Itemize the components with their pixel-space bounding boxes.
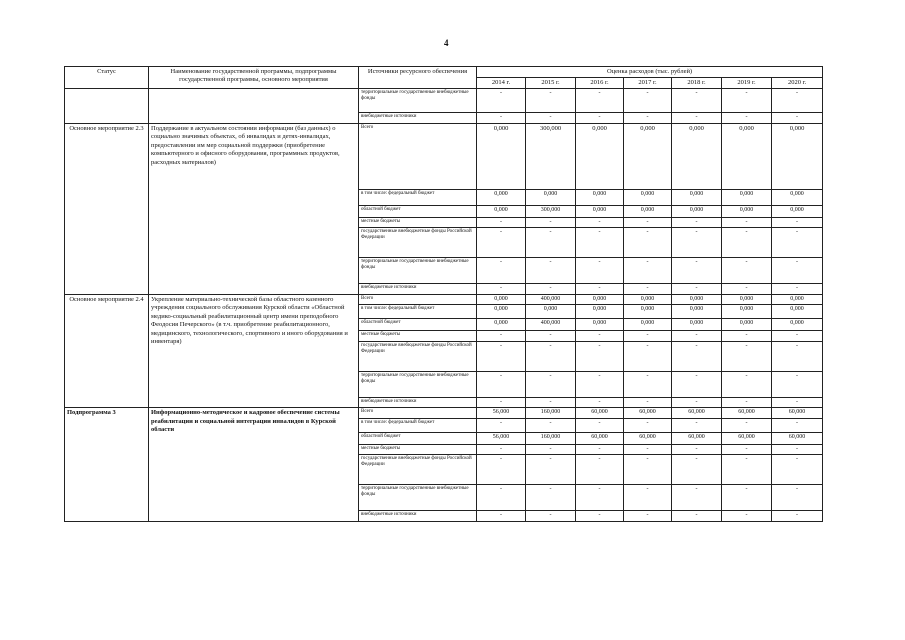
expense-value: - xyxy=(722,455,772,485)
expense-value: - xyxy=(477,418,526,432)
expense-value: - xyxy=(477,511,526,522)
expense-value: - xyxy=(722,217,772,228)
expense-value: 0,000 xyxy=(672,319,722,331)
expense-value: 0,000 xyxy=(772,294,823,305)
expense-value: - xyxy=(477,397,526,408)
funding-source: территориальные государственные внебюджетные фонды xyxy=(359,258,477,284)
expense-value: - xyxy=(526,258,576,284)
expense-value: - xyxy=(576,455,624,485)
expense-value: 60,000 xyxy=(672,432,722,444)
expense-value: - xyxy=(772,455,823,485)
expense-value: - xyxy=(672,485,722,511)
funding-source: Всего xyxy=(359,408,477,419)
header-year: 2015 г. xyxy=(526,78,576,89)
expense-value: - xyxy=(772,113,823,124)
funding-source: государственные внебюджетные фонды Российской Федерации xyxy=(359,455,477,485)
expense-value: - xyxy=(722,397,772,408)
expense-value: - xyxy=(672,371,722,397)
expense-value: - xyxy=(576,228,624,258)
expense-value: 0,000 xyxy=(576,123,624,189)
expense-value: - xyxy=(722,258,772,284)
expense-value: - xyxy=(526,284,576,295)
row-program-name: Информационно-методическое и кадровое обеспечение системы реабилитации и социальной интеграции инвалидов в Курской области xyxy=(149,408,359,522)
header-source: Источники ресурсного обеспечения xyxy=(359,67,477,89)
expense-value: - xyxy=(672,444,722,455)
expense-value: 400,000 xyxy=(526,294,576,305)
funding-source: территориальные государственные внебюджетные фонды xyxy=(359,485,477,511)
expense-value: - xyxy=(526,371,576,397)
expense-value: 0,000 xyxy=(624,205,672,217)
header-estimate: Оценка расходов (тыс. рублей) xyxy=(477,67,823,78)
expense-value: - xyxy=(624,371,672,397)
header-year: 2016 г. xyxy=(576,78,624,89)
expense-value: - xyxy=(576,217,624,228)
expense-value: - xyxy=(722,113,772,124)
expense-value: 0,000 xyxy=(576,205,624,217)
expense-value: 0,000 xyxy=(772,189,823,205)
funding-source: областной бюджет xyxy=(359,432,477,444)
expense-value: - xyxy=(477,371,526,397)
expense-value: - xyxy=(722,89,772,113)
funding-source: внебюджетные источники xyxy=(359,511,477,522)
expense-value: 0,000 xyxy=(722,319,772,331)
expense-value: - xyxy=(672,511,722,522)
expense-value: 60,000 xyxy=(672,408,722,419)
row-status: Основное мероприятие 2.3 xyxy=(65,123,149,294)
expense-value: 300,000 xyxy=(526,123,576,189)
expense-value: 160,000 xyxy=(526,408,576,419)
expense-value: 60,000 xyxy=(772,408,823,419)
row-status xyxy=(65,89,149,124)
expense-value: - xyxy=(576,113,624,124)
funding-source: территориальные государственные внебюджетные фонды xyxy=(359,89,477,113)
expense-value: - xyxy=(672,418,722,432)
expense-value: 0,000 xyxy=(722,305,772,319)
expense-value: - xyxy=(576,511,624,522)
expense-value: 0,000 xyxy=(672,294,722,305)
table-body xyxy=(65,89,823,522)
expense-value: - xyxy=(624,228,672,258)
expense-value: 0,000 xyxy=(624,189,672,205)
expense-value: - xyxy=(477,228,526,258)
expense-value: 0,000 xyxy=(772,319,823,331)
expense-value: 60,000 xyxy=(576,432,624,444)
expense-value: 0,000 xyxy=(624,294,672,305)
row-status: Основное мероприятие 2.4 xyxy=(65,294,149,408)
header-year: 2017 г. xyxy=(624,78,672,89)
expense-value: - xyxy=(576,371,624,397)
expense-value: 0,000 xyxy=(722,189,772,205)
expense-value: 0,000 xyxy=(672,123,722,189)
expense-value: - xyxy=(477,217,526,228)
expense-value: - xyxy=(722,418,772,432)
funding-source: государственные внебюджетные фонды Российской Федерации xyxy=(359,341,477,371)
expense-value: 60,000 xyxy=(722,432,772,444)
expense-value: - xyxy=(772,217,823,228)
expense-value: - xyxy=(576,284,624,295)
expense-value: - xyxy=(722,444,772,455)
expense-value: 0,000 xyxy=(624,305,672,319)
expense-value: - xyxy=(477,284,526,295)
expense-value: 0,000 xyxy=(722,205,772,217)
expense-value: - xyxy=(672,217,722,228)
funding-source: Всего xyxy=(359,294,477,305)
expense-value: 0,000 xyxy=(576,294,624,305)
expense-value: - xyxy=(722,485,772,511)
expense-value: - xyxy=(672,397,722,408)
expense-value: 0,000 xyxy=(672,305,722,319)
header-year: 2014 г. xyxy=(477,78,526,89)
expense-value: 60,000 xyxy=(772,432,823,444)
funding-source: в том числе: федеральный бюджет xyxy=(359,418,477,432)
expense-value: - xyxy=(672,455,722,485)
expense-value: - xyxy=(477,455,526,485)
expense-value: - xyxy=(672,113,722,124)
expense-value: 56,000 xyxy=(477,432,526,444)
expense-value: 0,000 xyxy=(477,189,526,205)
funding-source: местные бюджеты xyxy=(359,331,477,342)
expense-value: 0,000 xyxy=(477,294,526,305)
expense-value: 60,000 xyxy=(722,408,772,419)
header-status: Статус xyxy=(65,67,149,89)
expense-value: 300,000 xyxy=(526,205,576,217)
expense-value: - xyxy=(477,89,526,113)
expense-value: - xyxy=(624,444,672,455)
expense-value: 160,000 xyxy=(526,432,576,444)
expense-value: - xyxy=(672,228,722,258)
expense-value: 0,000 xyxy=(477,123,526,189)
expense-value: - xyxy=(526,397,576,408)
expense-value: - xyxy=(477,258,526,284)
expense-value: - xyxy=(672,258,722,284)
expense-value: - xyxy=(624,341,672,371)
header-year: 2020 г. xyxy=(772,78,823,89)
funding-source: в том числе: федеральный бюджет xyxy=(359,189,477,205)
expense-value: - xyxy=(576,444,624,455)
expense-value: 0,000 xyxy=(477,205,526,217)
table-row xyxy=(65,294,823,305)
expense-value: - xyxy=(624,217,672,228)
expense-value: - xyxy=(624,113,672,124)
expense-value: - xyxy=(672,284,722,295)
expense-value: - xyxy=(722,284,772,295)
expense-value: - xyxy=(526,331,576,342)
funding-source: областной бюджет xyxy=(359,205,477,217)
funding-source: внебюджетные источники xyxy=(359,284,477,295)
row-status: Подпрограмма 3 xyxy=(65,408,149,522)
expense-value: - xyxy=(526,113,576,124)
expense-value: 0,000 xyxy=(576,305,624,319)
row-program-name: Поддержание в актуальном состоянии информации (баз данных) о социально значимых объектах, об инвалидах и детях-инвалидах, предоставлении им мер социальной поддержки (приобретение компьютерного и офисного оборудования, программных продуктов, расходных материалов) xyxy=(149,123,359,294)
expense-value: - xyxy=(722,341,772,371)
expense-value: 400,000 xyxy=(526,319,576,331)
expense-value: 0,000 xyxy=(722,294,772,305)
funding-source: государственные внебюджетные фонды Российской Федерации xyxy=(359,228,477,258)
expense-value: - xyxy=(722,228,772,258)
table-row xyxy=(65,89,823,113)
row-program-name xyxy=(149,89,359,124)
expense-value: - xyxy=(576,258,624,284)
expense-value: - xyxy=(624,258,672,284)
expense-value: - xyxy=(772,485,823,511)
funding-source: территориальные государственные внебюджетные фонды xyxy=(359,371,477,397)
expense-value: - xyxy=(772,284,823,295)
expense-value: - xyxy=(477,113,526,124)
expenditure-table xyxy=(64,66,823,522)
expense-value: 0,000 xyxy=(672,189,722,205)
expense-value: 0,000 xyxy=(477,305,526,319)
row-program-name: Укрепление материально-технической базы областного казенного учреждения социального обслуживания Курской области «Областной медико-социальный реабилитационный центр имени преподобного Феодосия Печерского» (в т.ч. приобретение реабилитационного, медицинского, технологического, спортивного и иного оборудования и инвентаря) xyxy=(149,294,359,408)
funding-source: областной бюджет xyxy=(359,319,477,331)
expense-value: - xyxy=(624,485,672,511)
expense-value: - xyxy=(576,331,624,342)
expense-value: - xyxy=(624,455,672,485)
expense-value: - xyxy=(722,511,772,522)
expense-value: 0,000 xyxy=(772,205,823,217)
expense-value: - xyxy=(624,511,672,522)
expense-value: - xyxy=(576,89,624,113)
expense-value: - xyxy=(526,217,576,228)
expense-value: - xyxy=(772,341,823,371)
expense-value: - xyxy=(722,331,772,342)
expense-value: - xyxy=(624,331,672,342)
expense-value: 0,000 xyxy=(624,319,672,331)
expense-value: 60,000 xyxy=(624,408,672,419)
expense-value: - xyxy=(772,371,823,397)
expense-value: 0,000 xyxy=(672,205,722,217)
funding-source: в том числе: федеральный бюджет xyxy=(359,305,477,319)
expense-value: - xyxy=(477,331,526,342)
expense-value: - xyxy=(772,89,823,113)
expense-value: - xyxy=(672,331,722,342)
funding-source: внебюджетные источники xyxy=(359,113,477,124)
expense-value: - xyxy=(672,341,722,371)
expense-value: 0,000 xyxy=(477,319,526,331)
expense-value: 0,000 xyxy=(576,189,624,205)
expense-value: 60,000 xyxy=(576,408,624,419)
expense-value: - xyxy=(772,511,823,522)
expense-value: 60,000 xyxy=(624,432,672,444)
funding-source: внебюджетные источники xyxy=(359,397,477,408)
expense-value: - xyxy=(624,284,672,295)
expense-value: - xyxy=(672,89,722,113)
header-name: Наименование государственной программы, подпрограммы государственной программы, основного мероприятия xyxy=(149,67,359,89)
expense-value: - xyxy=(772,444,823,455)
expense-value: 0,000 xyxy=(772,305,823,319)
expense-value: - xyxy=(526,511,576,522)
expense-value: - xyxy=(772,331,823,342)
table-header xyxy=(65,67,823,89)
expense-value: - xyxy=(772,397,823,408)
expense-value: 0,000 xyxy=(772,123,823,189)
expense-value: - xyxy=(526,89,576,113)
expense-value: - xyxy=(772,258,823,284)
expense-value: - xyxy=(576,341,624,371)
expense-value: - xyxy=(526,485,576,511)
expense-value: - xyxy=(624,89,672,113)
expense-value: - xyxy=(477,444,526,455)
expense-value: - xyxy=(722,371,772,397)
table-row xyxy=(65,408,823,419)
expense-value: - xyxy=(772,228,823,258)
expense-value: - xyxy=(772,418,823,432)
expense-value: 0,000 xyxy=(526,189,576,205)
expense-value: 0,000 xyxy=(624,123,672,189)
expense-value: - xyxy=(526,228,576,258)
expense-value: - xyxy=(477,485,526,511)
funding-source: местные бюджеты xyxy=(359,217,477,228)
funding-source: местные бюджеты xyxy=(359,444,477,455)
expense-value: - xyxy=(526,418,576,432)
header-year: 2018 г. xyxy=(672,78,722,89)
funding-source: Всего xyxy=(359,123,477,189)
expense-value: - xyxy=(526,455,576,485)
expense-value: - xyxy=(576,485,624,511)
expense-value: - xyxy=(576,397,624,408)
expense-value: 56,000 xyxy=(477,408,526,419)
expense-value: - xyxy=(526,444,576,455)
page-number: 4 xyxy=(444,38,449,48)
expense-value: 0,000 xyxy=(722,123,772,189)
expense-value: 0,000 xyxy=(576,319,624,331)
expense-value: - xyxy=(477,341,526,371)
table-row xyxy=(65,123,823,189)
expense-value: 0,000 xyxy=(526,305,576,319)
expense-value: - xyxy=(624,397,672,408)
expense-value: - xyxy=(576,418,624,432)
expense-value: - xyxy=(624,418,672,432)
expense-value: - xyxy=(526,341,576,371)
header-year: 2019 г. xyxy=(722,78,772,89)
